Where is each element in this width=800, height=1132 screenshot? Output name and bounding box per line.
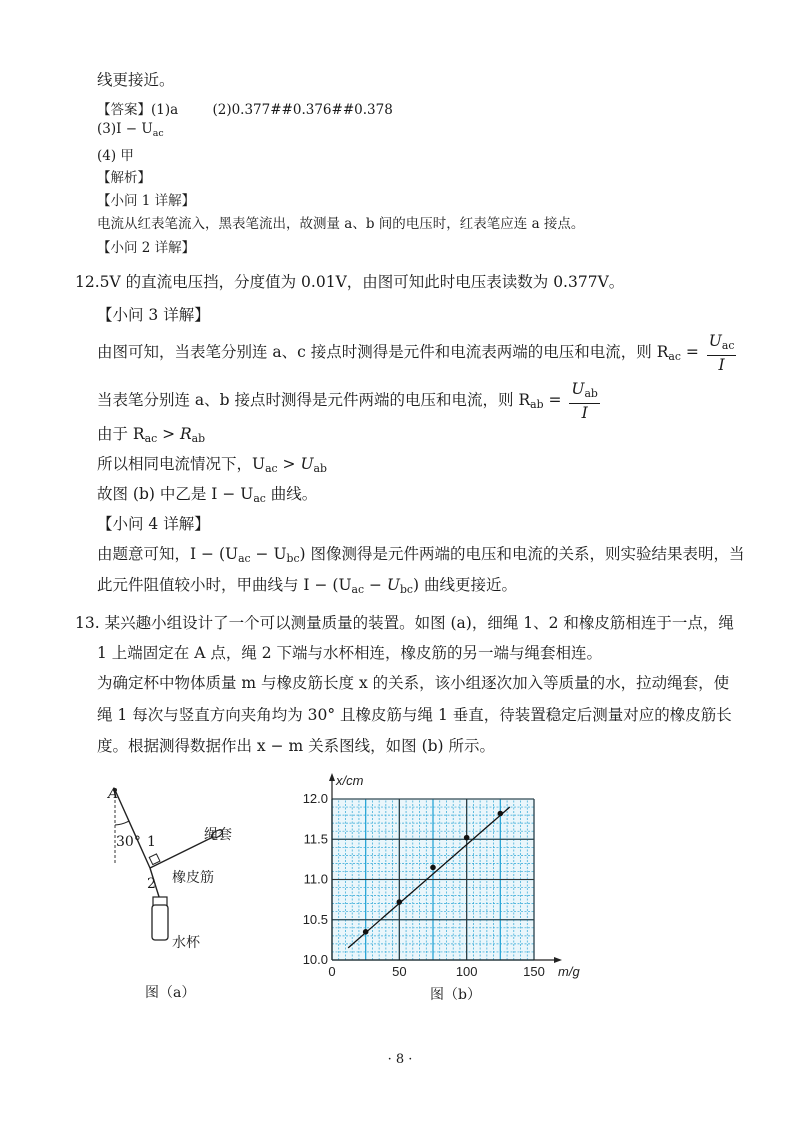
continued-line: 线更接近。: [97, 71, 175, 89]
answer-1: (1)a: [151, 102, 179, 118]
q12-line-conclusion: 故图 (b) 中乙是 $I - U_{ac}$ 曲线。: [97, 485, 318, 505]
answer-3: $(3)I - U_{ac}$: [97, 121, 164, 139]
label-water-cup: 水杯: [172, 935, 200, 951]
subq1-head: 【小问 1 详解】: [97, 193, 196, 209]
data-point: [397, 899, 403, 905]
x-tick-label: 100: [455, 964, 478, 979]
x-tick-label: 50: [392, 964, 407, 979]
label-rope-loop: 绳套: [204, 827, 232, 843]
x-axis-label: m/g: [558, 964, 580, 979]
label-point-a: A: [108, 786, 119, 802]
q12-line-rac: 由图可知，当表笔分别连 a、c 接点时测得是元件和电流表两端的电压和电流，则 $R_{ac}$ = $\frac{U_{ac}}{I}$: [97, 332, 735, 374]
y-axis-label: x/cm: [336, 773, 364, 788]
y-tick-label: 11.5: [303, 831, 328, 847]
x-tick-label: 0: [328, 964, 336, 979]
y-tick-label: 11.0: [303, 871, 328, 887]
fraction-uab-i: $\frac{U_{ab}}{I}$: [571, 380, 598, 422]
subq3-head: 【小问 3 详解】: [97, 306, 210, 324]
answer-4: (4) 甲: [97, 148, 134, 164]
y-tick-label: 10.0: [302, 952, 328, 967]
y-tick-label: 10.5: [302, 911, 328, 927]
subq4-head: 【小问 4 详解】: [97, 515, 210, 533]
data-point: [464, 835, 470, 841]
answer-label: 【答案】: [97, 102, 151, 118]
fraction-uac-i: $\frac{U_{ac}}{I}$: [708, 332, 735, 374]
label-rope-1: 1: [147, 834, 156, 850]
label-rubber-band: 橡皮筋: [172, 870, 214, 886]
subq2-head: 【小问 2 详解】: [97, 240, 196, 256]
q12-line-compare-u: 所以相同电流情况下，$U_{ac} > U_{ab}$: [97, 455, 327, 475]
data-point: [363, 929, 369, 935]
q12-line-q4a: 由题意可知，$I - (U_{ac} - U_{bc})$ 图像测得是元件两端的电压和电流的关系，则实验结果表明，当: [97, 545, 745, 565]
page-number: · 8 ·: [387, 1052, 413, 1067]
analysis-head: 【解析】: [97, 170, 151, 186]
y-axis-arrow: [329, 773, 335, 781]
q12-line-rab: 当表笔分别连 a、b 接点时测得是元件两端的电压和电流，则 $R_{ab}$ = $\frac{U_{ab}}{I}$: [97, 380, 598, 422]
answer-line: [97, 98, 393, 118]
figure-b-chart: [290, 770, 600, 1010]
data-point: [430, 865, 436, 871]
subq1-text: 电流从红表笔流入，黑表笔流出，故测量 a、b 间的电压时，红表笔应连 a 接点。: [97, 216, 585, 232]
q13-line4: 绳 1 每次与竖直方向夹角均为 30° 且橡皮筋与绳 1 垂直，待装置稳定后测量对应的橡皮筋长: [97, 706, 732, 724]
q13-line2: 1 上端固定在 A 点，绳 2 下端与水杯相连，橡皮筋的另一端与绳套相连。: [97, 644, 603, 662]
answer-2: (2)0.377##0.376##0.378: [212, 102, 393, 118]
q12-line-compare-r: 由于 $R_{ac} > R_{ab}$: [97, 425, 206, 445]
label-rope-2: 2: [147, 876, 156, 892]
q13-line1: 13. 某兴趣小组设计了一个可以测量质量的装置。如图 (a)，细绳 1、2 和橡皮筋相连于一点，绳: [75, 614, 734, 632]
q13-line5: 度。根据测得数据作出 x − m 关系图线，如图 (b) 所示。: [97, 737, 496, 755]
q12-line-q4b: 此元件阻值较小时，甲曲线与 $I - (U_{ac} - U_{bc})$ 曲线更接近。: [97, 576, 517, 596]
x-axis-arrow: [554, 957, 562, 963]
x-tick-label: 150: [523, 964, 545, 979]
q12-line1: 12.5V 的直流电压挡，分度值为 0.01V，由图可知此时电压表读数为 0.377V。: [75, 273, 625, 291]
figure-b-caption: 图（b）: [430, 987, 481, 1003]
q13-line3: 为确定杯中物体质量 m 与橡皮筋长度 x 的关系，该小组逐次加入等质量的水，拉动绳套，使: [97, 674, 730, 692]
y-tick-label: 12.0: [302, 791, 328, 806]
figure-a-caption: 图（a）: [145, 985, 196, 1001]
data-point: [498, 811, 504, 817]
label-angle: 30°: [116, 834, 141, 850]
